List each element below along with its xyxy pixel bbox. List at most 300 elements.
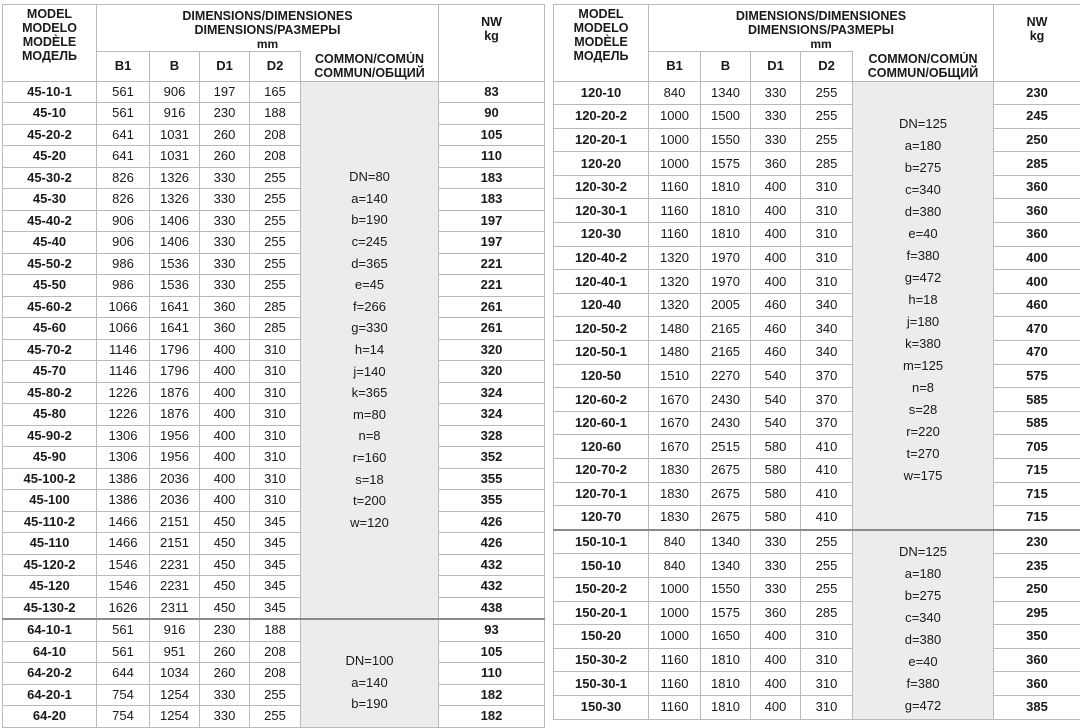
nw-cell: 261	[439, 296, 545, 318]
common-param: t=270	[853, 443, 993, 465]
nw-cell: 385	[994, 695, 1080, 719]
b1-cell: 1670	[649, 435, 701, 459]
b1-cell: 561	[97, 619, 150, 641]
b-cell: 1641	[150, 318, 200, 340]
nw-cell: 432	[439, 576, 545, 598]
common-param: b=190	[301, 693, 438, 715]
table-row	[554, 695, 1080, 719]
b-cell: 1970	[701, 246, 751, 270]
b1-cell: 1546	[97, 576, 150, 598]
b-cell: 916	[150, 103, 200, 125]
b1-cell: 561	[97, 641, 150, 663]
d2-cell: 255	[250, 275, 301, 297]
b1-cell: 1830	[649, 506, 701, 530]
table-row	[3, 404, 545, 426]
d2-cell: 208	[250, 641, 301, 663]
b1-cell: 1000	[649, 152, 701, 176]
d1-cell: 400	[751, 695, 801, 719]
d1-cell: 540	[751, 388, 801, 412]
d1-cell: 400	[200, 404, 250, 426]
nw-cell: 197	[439, 232, 545, 254]
model-cell: 64-20-1	[3, 684, 97, 706]
d2-cell: 310	[250, 447, 301, 469]
d1-cell: 400	[200, 361, 250, 383]
model-cell: 45-20-2	[3, 124, 97, 146]
nw-cell: 182	[439, 706, 545, 728]
b1-cell: 1546	[97, 554, 150, 576]
table-row	[3, 361, 545, 383]
common-param: a=180	[853, 135, 993, 157]
d1-cell: 460	[751, 341, 801, 365]
common-param: d=365	[301, 253, 438, 275]
nw-cell: 360	[994, 648, 1080, 672]
common-param: DN=125	[853, 541, 993, 563]
d2-cell: 340	[801, 293, 853, 317]
d1-cell: 360	[200, 296, 250, 318]
b1-cell: 1480	[649, 317, 701, 341]
col-header-d2: D2	[801, 52, 853, 82]
b-cell: 1810	[701, 672, 751, 696]
col-header-b: B	[701, 52, 751, 82]
model-cell: 45-130-2	[3, 597, 97, 619]
d2-cell: 208	[250, 146, 301, 168]
table-row	[3, 597, 545, 619]
table-row	[554, 317, 1080, 341]
d2-cell: 310	[250, 339, 301, 361]
common-param: DN=100	[301, 650, 438, 672]
d1-cell: 450	[200, 554, 250, 576]
d1-cell: 360	[200, 318, 250, 340]
model-cell: 45-10	[3, 103, 97, 125]
common-param: m=125	[853, 355, 993, 377]
d1-cell: 450	[200, 511, 250, 533]
b1-cell: 1306	[97, 447, 150, 469]
d1-cell: 460	[751, 317, 801, 341]
model-cell: 150-20-1	[554, 601, 649, 625]
table-row	[554, 411, 1080, 435]
table-row	[554, 246, 1080, 270]
d1-cell: 400	[751, 199, 801, 223]
dimensions-table-left	[2, 4, 545, 728]
common-param: h=18	[853, 289, 993, 311]
model-cell: 120-60-2	[554, 388, 649, 412]
nw-cell: 183	[439, 167, 545, 189]
table-row	[554, 577, 1080, 601]
common-header: COMMON/COMÚN COMMUN/ОБЩИЙ	[301, 52, 439, 82]
d2-cell: 310	[250, 468, 301, 490]
common-param: g=472	[853, 267, 993, 289]
b-cell: 2231	[150, 554, 200, 576]
nw-cell: 400	[994, 270, 1080, 294]
table-row	[554, 388, 1080, 412]
model-cell: 45-100-2	[3, 468, 97, 490]
b1-cell: 1146	[97, 361, 150, 383]
common-param: DN=80	[301, 166, 438, 188]
table-row	[554, 81, 1080, 105]
d1-cell: 330	[200, 167, 250, 189]
table-row	[554, 105, 1080, 129]
table-row	[554, 175, 1080, 199]
d1-cell: 400	[200, 425, 250, 447]
nw-cell: 320	[439, 361, 545, 383]
d2-cell: 370	[801, 411, 853, 435]
common-param: n=8	[301, 425, 438, 447]
b-cell: 2311	[150, 597, 200, 619]
model-cell: 45-80-2	[3, 382, 97, 404]
common-param: w=175	[853, 465, 993, 487]
model-cell: 120-20	[554, 152, 649, 176]
table-row	[554, 506, 1080, 530]
table-row	[554, 270, 1080, 294]
model-cell: 45-100	[3, 490, 97, 512]
d2-cell: 310	[250, 490, 301, 512]
d2-cell: 410	[801, 459, 853, 483]
common-param: w=120	[301, 512, 438, 534]
d2-cell: 310	[801, 695, 853, 719]
table-row	[3, 576, 545, 598]
d1-cell: 330	[200, 210, 250, 232]
col-header-d2: D2	[250, 52, 301, 82]
d1-cell: 197	[200, 81, 250, 103]
b-cell: 1254	[150, 684, 200, 706]
d2-cell: 310	[250, 361, 301, 383]
table-row	[554, 672, 1080, 696]
b-cell: 1796	[150, 361, 200, 383]
nw-cell: 324	[439, 404, 545, 426]
nw-cell: 715	[994, 482, 1080, 506]
b-cell: 2036	[150, 490, 200, 512]
model-cell: 120-30-1	[554, 199, 649, 223]
table-row	[3, 103, 545, 125]
b-cell: 906	[150, 81, 200, 103]
d2-cell: 340	[801, 317, 853, 341]
d2-cell: 208	[250, 663, 301, 685]
model-cell: 64-20-2	[3, 663, 97, 685]
b1-cell: 1160	[649, 199, 701, 223]
common-param: a=140	[301, 188, 438, 210]
d1-cell: 450	[200, 533, 250, 555]
d1-cell: 580	[751, 459, 801, 483]
b1-cell: 754	[97, 684, 150, 706]
b1-cell: 1160	[649, 648, 701, 672]
d1-cell: 400	[751, 223, 801, 247]
table-row	[3, 511, 545, 533]
nw-cell: 360	[994, 199, 1080, 223]
d1-cell: 260	[200, 146, 250, 168]
common-param: g=472	[853, 695, 993, 717]
b1-cell: 1480	[649, 341, 701, 365]
d1-cell: 330	[200, 253, 250, 275]
table-row	[554, 554, 1080, 578]
common-param: s=18	[301, 469, 438, 491]
d2-cell: 285	[801, 152, 853, 176]
nw-cell: 360	[994, 223, 1080, 247]
model-cell: 120-40-1	[554, 270, 649, 294]
b1-cell: 1306	[97, 425, 150, 447]
b-cell: 1536	[150, 253, 200, 275]
b-cell: 1575	[701, 152, 751, 176]
d2-cell: 345	[250, 597, 301, 619]
model-cell: 120-50-2	[554, 317, 649, 341]
d2-cell: 310	[801, 270, 853, 294]
b-cell: 1031	[150, 146, 200, 168]
b1-cell: 561	[97, 103, 150, 125]
b-cell: 2151	[150, 533, 200, 555]
b1-cell: 840	[649, 81, 701, 105]
table-row	[554, 128, 1080, 152]
model-cell: 64-10-1	[3, 619, 97, 641]
d1-cell: 580	[751, 506, 801, 530]
d1-cell: 330	[751, 577, 801, 601]
d2-cell: 255	[250, 253, 301, 275]
b-cell: 1956	[150, 425, 200, 447]
common-header: COMMON/COMÚN COMMUN/ОБЩИЙ	[853, 52, 994, 82]
common-param: m=80	[301, 404, 438, 426]
d2-cell: 370	[801, 364, 853, 388]
common-param: d=380	[853, 201, 993, 223]
b-cell: 1810	[701, 223, 751, 247]
nw-cell: 426	[439, 533, 545, 555]
table-row	[554, 648, 1080, 672]
b-cell: 1500	[701, 105, 751, 129]
common-param: j=180	[853, 311, 993, 333]
model-cell: 45-80	[3, 404, 97, 426]
d2-cell: 255	[250, 684, 301, 706]
common-param: t=200	[301, 490, 438, 512]
table-row	[3, 275, 545, 297]
b1-cell: 641	[97, 146, 150, 168]
b1-cell: 1320	[649, 270, 701, 294]
b1-cell: 644	[97, 663, 150, 685]
common-params-cell	[853, 81, 994, 530]
table-row	[554, 435, 1080, 459]
b1-cell: 1066	[97, 318, 150, 340]
nw-cell: 261	[439, 318, 545, 340]
model-cell: 120-30	[554, 223, 649, 247]
d1-cell: 400	[200, 339, 250, 361]
nw-cell: 197	[439, 210, 545, 232]
d1-cell: 330	[200, 275, 250, 297]
d2-cell: 255	[801, 530, 853, 554]
d2-cell: 255	[250, 210, 301, 232]
common-params-cell	[853, 530, 994, 719]
b1-cell: 1160	[649, 695, 701, 719]
col-header-b1: B1	[649, 52, 701, 82]
model-cell: 45-40	[3, 232, 97, 254]
model-cell: 45-20	[3, 146, 97, 168]
nw-cell: 183	[439, 189, 545, 211]
dimensions-header: DIMENSIONS/DIMENSIONES DIMENSIONS/РАЗМЕРЫ mm	[649, 5, 994, 52]
col-header-d1: D1	[751, 52, 801, 82]
nw-cell: 470	[994, 341, 1080, 365]
d2-cell: 410	[801, 482, 853, 506]
b1-cell: 1066	[97, 296, 150, 318]
table-row	[554, 459, 1080, 483]
d2-cell: 285	[250, 296, 301, 318]
d1-cell: 330	[751, 128, 801, 152]
b-cell: 1326	[150, 189, 200, 211]
table-row	[3, 296, 545, 318]
b-cell: 1406	[150, 210, 200, 232]
nw-cell: 470	[994, 317, 1080, 341]
table-row	[3, 641, 545, 663]
b-cell: 1876	[150, 404, 200, 426]
b1-cell: 1670	[649, 411, 701, 435]
common-param: h=14	[301, 339, 438, 361]
common-param: k=365	[301, 382, 438, 404]
nw-cell: 105	[439, 641, 545, 663]
table-row	[3, 167, 545, 189]
common-param: e=40	[853, 223, 993, 245]
table-row	[3, 684, 545, 706]
model-cell: 45-60-2	[3, 296, 97, 318]
model-cell: 150-20	[554, 625, 649, 649]
table-row	[3, 318, 545, 340]
common-param: c=245	[301, 231, 438, 253]
model-cell: 120-70	[554, 506, 649, 530]
common-param: b=190	[301, 209, 438, 231]
b1-cell: 1626	[97, 597, 150, 619]
nw-cell: 324	[439, 382, 545, 404]
d2-cell: 310	[250, 382, 301, 404]
model-cell: 150-30-1	[554, 672, 649, 696]
common-param: f=380	[853, 673, 993, 695]
b-cell: 1810	[701, 199, 751, 223]
model-cell: 120-60	[554, 435, 649, 459]
nw-cell: 350	[994, 625, 1080, 649]
model-cell: 45-120	[3, 576, 97, 598]
b-cell: 1406	[150, 232, 200, 254]
b-cell: 1550	[701, 577, 751, 601]
common-param: f=266	[301, 296, 438, 318]
table-row	[554, 293, 1080, 317]
b1-cell: 1000	[649, 577, 701, 601]
d2-cell: 188	[250, 103, 301, 125]
nw-cell: 221	[439, 275, 545, 297]
b1-cell: 986	[97, 275, 150, 297]
table-row	[3, 189, 545, 211]
model-cell: 45-40-2	[3, 210, 97, 232]
b1-cell: 1160	[649, 223, 701, 247]
b-cell: 1340	[701, 530, 751, 554]
b1-cell: 1466	[97, 533, 150, 555]
d2-cell: 310	[801, 175, 853, 199]
table-row	[3, 253, 545, 275]
d2-cell: 255	[250, 706, 301, 728]
nw-cell: 705	[994, 435, 1080, 459]
common-param: r=220	[853, 421, 993, 443]
common-param: DN=125	[853, 113, 993, 135]
b1-cell: 1226	[97, 404, 150, 426]
d2-cell: 208	[250, 124, 301, 146]
d2-cell: 310	[801, 223, 853, 247]
nw-cell: 285	[994, 152, 1080, 176]
b1-cell: 1160	[649, 672, 701, 696]
d2-cell: 255	[801, 128, 853, 152]
model-cell: 120-70-2	[554, 459, 649, 483]
model-cell: 45-110	[3, 533, 97, 555]
common-params-cell	[301, 619, 439, 727]
model-cell: 120-20-1	[554, 128, 649, 152]
model-cell: 45-120-2	[3, 554, 97, 576]
b-cell: 1536	[150, 275, 200, 297]
model-cell: 64-20	[3, 706, 97, 728]
d2-cell: 165	[250, 81, 301, 103]
nw-cell: 245	[994, 105, 1080, 129]
model-cell: 45-30	[3, 189, 97, 211]
d1-cell: 540	[751, 364, 801, 388]
d1-cell: 450	[200, 576, 250, 598]
nw-cell: 438	[439, 597, 545, 619]
b1-cell: 826	[97, 167, 150, 189]
d2-cell: 255	[250, 167, 301, 189]
table-row	[3, 382, 545, 404]
b-cell: 2430	[701, 411, 751, 435]
nw-cell: 715	[994, 506, 1080, 530]
table-row	[554, 199, 1080, 223]
common-param: c=340	[853, 607, 993, 629]
table-row	[3, 468, 545, 490]
d1-cell: 230	[200, 103, 250, 125]
col-header-b1: B1	[97, 52, 150, 82]
b-cell: 2515	[701, 435, 751, 459]
b-cell: 1641	[150, 296, 200, 318]
d1-cell: 360	[751, 601, 801, 625]
d1-cell: 400	[751, 648, 801, 672]
b1-cell: 1386	[97, 490, 150, 512]
b1-cell: 1466	[97, 511, 150, 533]
d2-cell: 345	[250, 533, 301, 555]
b1-cell: 1830	[649, 459, 701, 483]
b1-cell: 754	[97, 706, 150, 728]
table-row	[554, 625, 1080, 649]
model-cell: 45-70-2	[3, 339, 97, 361]
table-row	[3, 232, 545, 254]
d1-cell: 460	[751, 293, 801, 317]
b-cell: 1970	[701, 270, 751, 294]
b1-cell: 1000	[649, 601, 701, 625]
nw-cell: 352	[439, 447, 545, 469]
b-cell: 2165	[701, 341, 751, 365]
table-row	[3, 146, 545, 168]
b-cell: 2675	[701, 482, 751, 506]
b1-cell: 1320	[649, 246, 701, 270]
d1-cell: 330	[200, 232, 250, 254]
common-param: b=275	[853, 157, 993, 179]
d1-cell: 540	[751, 411, 801, 435]
d2-cell: 285	[250, 318, 301, 340]
nw-cell: 221	[439, 253, 545, 275]
model-cell: 150-30	[554, 695, 649, 719]
d2-cell: 310	[801, 672, 853, 696]
d2-cell: 310	[801, 199, 853, 223]
b1-cell: 1000	[649, 128, 701, 152]
d2-cell: 310	[801, 648, 853, 672]
b-cell: 1810	[701, 648, 751, 672]
b-cell: 2165	[701, 317, 751, 341]
d2-cell: 310	[250, 425, 301, 447]
common-param: j=140	[301, 361, 438, 383]
b-cell: 1326	[150, 167, 200, 189]
b-cell: 1876	[150, 382, 200, 404]
d1-cell: 400	[751, 246, 801, 270]
nw-cell: 460	[994, 293, 1080, 317]
d1-cell: 330	[200, 706, 250, 728]
b1-cell: 906	[97, 232, 150, 254]
d2-cell: 255	[801, 81, 853, 105]
nw-cell: 355	[439, 490, 545, 512]
b-cell: 2231	[150, 576, 200, 598]
